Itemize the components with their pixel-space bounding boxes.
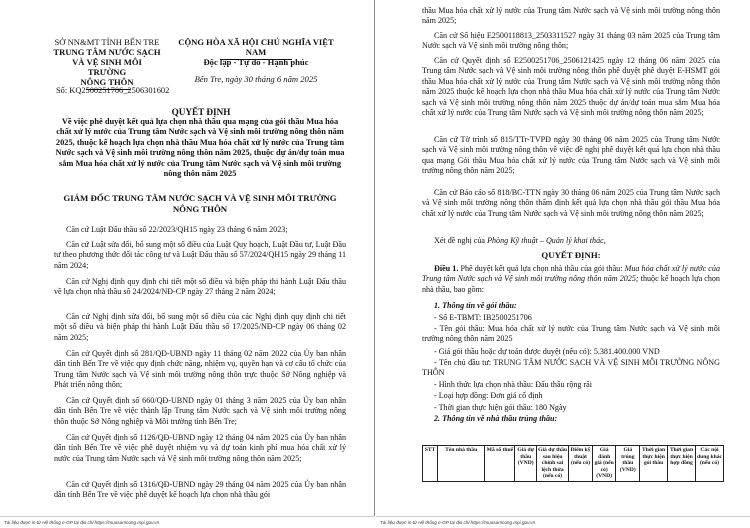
- document-date: Bến Tre, ngày 30 tháng 6 năm 2025: [194, 74, 318, 84]
- section-2-heading: 2. Thông tin về nhà thầu trúng thầu:: [434, 414, 558, 423]
- nation-motto: Độc lập - Tự do - Hạnh phúc: [203, 57, 309, 67]
- legal-basis-paragraph: Căn cứ Tờ trình số 815/TTr-TVPĐ ngày 30 tháng 06 năm 2025 của Trung tâm Nước sạch và Vệ sinh môi trường nông thôn về việc đề nghị phê duyệt kết quả lựa chọn nhà thầu qua mạng Gói thầu Mua hóa chất xử lý nước của Trung tâm Nước sạch và Vệ sinh môi trường nông thôn năm 2025;: [422, 135, 720, 176]
- legal-basis-paragraph: Căn cứ Báo cáo số 818/BC-TTN ngày 30 tháng 06 năm 2025 của Trung tâm Nước sạch và Vệ sinh môi trường nông thôn thẩm định kết quả lựa chọn nhà thầu gói thầu Mua hóa chất xử lý nước của Trung tâm Nước sạch và Vệ sinh môi trường nông thôn năm 2025;: [422, 188, 720, 218]
- legal-basis-paragraph: Căn cứ Luật sửa đổi, bổ sung một số điều của Luật Quy hoạch, Luật Đầu tư, Luật Đầu tư theo phương thức đối tác công tư và Luật Đấu thầu số 57/2024/QH15 ngày 29 tháng 11 năm 2024;: [54, 240, 346, 270]
- document-subject: Về việc phê duyệt kết quả lựa chọn nhà thầu qua mạng của gói thầu Mua hóa chất xử lý nước của Trung tâm Nước sạch và Vệ sinh môi trường nông thôn năm 2025, thuộc kế hoạch lựa chọn nhà thầu Mua hóa chất xử lý nước của Trung tâm Nước sạch và Vệ sinh môi trường nông thôn năm 2025, thuộc dự án/dự toán mua sắm Mua hóa chất xử lý nước của Trung tâm Nước sạch và Vệ sinh môi trường nông thôn năm 2025: [55, 117, 345, 179]
- table-header-cell: Giá dự thầu (VND): [515, 446, 537, 482]
- contract-type: - Loại hợp đồng: Đơn giá cố định: [434, 391, 543, 400]
- decides-heading: QUYẾT ĐỊNH:: [541, 250, 601, 260]
- article-1-tail: thuộc kế hoạch lựa chọn nhà thầu, bao gồm:: [422, 274, 720, 294]
- legal-basis-paragraph: Căn cứ Nghị định sửa đổi, bổ sung một số điều của các Nghị định quy định chi tiết một số điều và biện pháp thi hành Luật Đấu thầu số 17/2025/NĐ-CP ngày 06 tháng 02 năm 2025;: [54, 312, 346, 342]
- table-header-cell: Điểm kỹ thuật (nếu có): [569, 446, 593, 482]
- legal-basis-paragraph: Căn cứ Quyết định số 281/QĐ-UBND ngày 11 tháng 02 năm 2022 của Ủy ban nhân dân tỉnh Bến Tre về việc quy định chức năng, nhiệm vụ, quyền hạn và cơ cấu tổ chức của Trung tâm Nước sạch và Vệ sinh môi trường nông thôn trực thuộc Sở Nông nghiệp và Phát triển nông thôn;: [54, 349, 346, 390]
- section-1-heading: 1. Thông tin về gói thầu:: [434, 301, 517, 310]
- continued-paragraph: thầu Mua hóa chất xử lý nước của Trung tâm Nước sạch và Vệ sinh môi trường nông thôn năm 2025;: [422, 6, 720, 26]
- legal-basis-paragraph: Căn cứ Quyết định số 1126/QĐ-UBND ngày 12 tháng 04 năm 2025 của Ủy ban nhân dân tỉnh Bến Tre về việc phê duyệt nhiệm vụ và dự toán kinh phí mua hóa chất xử lý nước của Trung tâm Nước sạch và Vệ sinh môi trường nông thôn năm 2025;: [54, 433, 346, 463]
- document-number: Số: KQ2500251706_2506301602: [56, 86, 170, 95]
- package-price: - Giá gói thầu hoặc dự toán được duyệt (nếu có): 5.381.400.000 VND: [434, 347, 660, 356]
- table-header-cell: Mã số thuế: [485, 446, 515, 482]
- legal-basis-paragraph: Căn cứ Quyết định số 660/QĐ-UBND ngày 01 tháng 3 năm 2025 của Ủy ban nhân dân tỉnh Bến Tre về việc thành lập Trung tâm Nước sạch và Vệ sinh môi trường nông thôn thuộc Sở Nông nghiệp và Môi trường tỉnh Bến Tre;: [54, 396, 346, 426]
- plan-number: - Số E-TBMT: IB2500251706: [434, 313, 532, 322]
- table-header-cell: Các nội dung khác (nếu có): [695, 446, 723, 482]
- article-1-package: Mua hóa chất xử lý nước của Trung tâm Nước sạch và Vệ sinh môi trường nông thôn năm 2025;: [422, 264, 720, 284]
- article-1-label: Điều 1.: [434, 264, 459, 273]
- agency-name-line-1: TRUNG TÂM NƯỚC SẠCH: [53, 47, 161, 57]
- legal-basis-paragraph: Căn cứ Luật Đấu thầu số 22/2023/QH15 ngày 23 tháng 6 năm 2023;: [66, 225, 288, 234]
- article-1-text: Phê duyệt kết quả lựa chọn nhà thầu của gói thầu:: [460, 264, 623, 273]
- nation-title: CỘNG HÒA XÃ HỘI CHỦ NGHĨA VIỆT NAM: [178, 37, 334, 57]
- investor-name: - Tên chủ đầu tư: TRUNG TÂM NƯỚC SẠCH VÀ VỆ SINH MÔI TRƯỜNG NÔNG THÔN: [422, 358, 720, 378]
- request-prefix: Xét đề nghị của: [434, 236, 486, 245]
- footer-right: Tài liệu được in từ Hệ thống e-GP tại địa chỉ https://muasamcong.mpi.gov.vn: [376, 516, 750, 528]
- request-department: Phòng Kỹ thuật – Quản lý khai thác,: [487, 236, 606, 245]
- agency-name-line-3: NÔNG THÔN: [80, 77, 134, 87]
- legal-basis-paragraph: Căn cứ Nghị định quy định chi tiết một số điều và biện pháp thi hành Luật Đấu thầu về lựa chọn nhà thầu số 24/2024/NĐ-CP ngày 27 tháng 2 năm 2024;: [54, 277, 346, 297]
- winning-bidder-table: [422, 445, 724, 482]
- agency-name-line-2: VÀ VỆ SINH MÔI TRƯỜNG: [72, 57, 142, 77]
- agency-block: [52, 37, 162, 87]
- package-duration: - Thời gian thực hiện gói thầu: 180 Ngày: [434, 403, 567, 412]
- legal-basis-paragraph: Căn cứ Quyết định số 1316/QĐ-UBND ngày 29 tháng 04 năm 2025 của Ủy ban nhân dân tỉnh Bến Tre về việc phê duyệt kế hoạch lựa chọn nhà thầu gói: [54, 480, 346, 500]
- legal-basis-paragraph: Căn cứ Quyết định số E2500251706_2506121425 ngày 12 tháng 06 năm 2025 của Trung tâm Nước sạch và Vệ sinh môi trường nông thôn phê duyệt phê duyệt E-HSMT gói thầu Mua hóa chất xử lý nước của Trung tâm Nước sạch và Vệ sinh môi trường nông thôn năm 2025 thuộc kế hoạch lựa chọn nhà thầu Mua hóa chất xử lý nước của Trung tâm Nước sạch và Vệ sinh môi trường nông thôn năm 2025 thuộc dự án/dự toán mua sắm Mua hóa chất xử lý nước của Trung tâm Nước sạch và Vệ sinh môi trường nông thôn năm 2025;: [422, 56, 720, 118]
- table-header-cell: STT: [423, 446, 438, 482]
- selection-form: - Hình thức lựa chọn nhà thầu: Đấu thầu rộng rãi: [434, 380, 593, 389]
- document-title: QUYẾT ĐỊNH: [171, 107, 231, 117]
- footer-left: Tài liệu được in từ Hệ thống e-GP tại địa chỉ https://muasamcong.mpi.gov.vn: [0, 516, 375, 528]
- issuer-title: GIÁM ĐỐC TRUNG TÂM NƯỚC SẠCH VÀ VỆ SINH MÔI TRƯỜNG NÔNG THÔN: [63, 193, 337, 214]
- table-header-cell: Giá dự thầu sau hiệu chỉnh sai lệch thừa (nếu có): [536, 446, 568, 482]
- table-header-cell: Thời gian thực hiện gói thầu: [640, 446, 668, 482]
- request-paragraph: [422, 236, 720, 246]
- national-motto-block: [170, 37, 342, 84]
- table-header-cell: Thời gian thực hiện hợp đồng: [668, 446, 696, 482]
- table-header-cell: Giá đánh giá (nếu có) (VND): [592, 446, 616, 482]
- table-header-cell: Tên nhà thầu: [438, 446, 485, 482]
- table-header-row: [423, 446, 724, 482]
- legal-basis-paragraph: Căn cứ Số hiệu E2500118813_2503311527 ngày 31 tháng 03 năm 2025 của Trung tâm Nước sạch và Vệ sinh môi trường nông thôn;: [422, 31, 720, 51]
- article-1: [422, 264, 720, 295]
- agency-parent: SỞ NN&MT TỈNH BẾN TRE: [54, 37, 160, 47]
- table-header-cell: Giá trúng thầu (VND): [616, 446, 640, 482]
- motto-underline: [220, 59, 292, 60]
- document-page-1: [0, 0, 375, 516]
- document-header: [52, 37, 342, 107]
- document-page-2: [376, 0, 750, 516]
- package-name: - Tên gói thầu: Mua hóa chất xử lý nước của Trung tâm Nước sạch và Vệ sinh môi trường nông thôn năm 2025: [422, 324, 720, 344]
